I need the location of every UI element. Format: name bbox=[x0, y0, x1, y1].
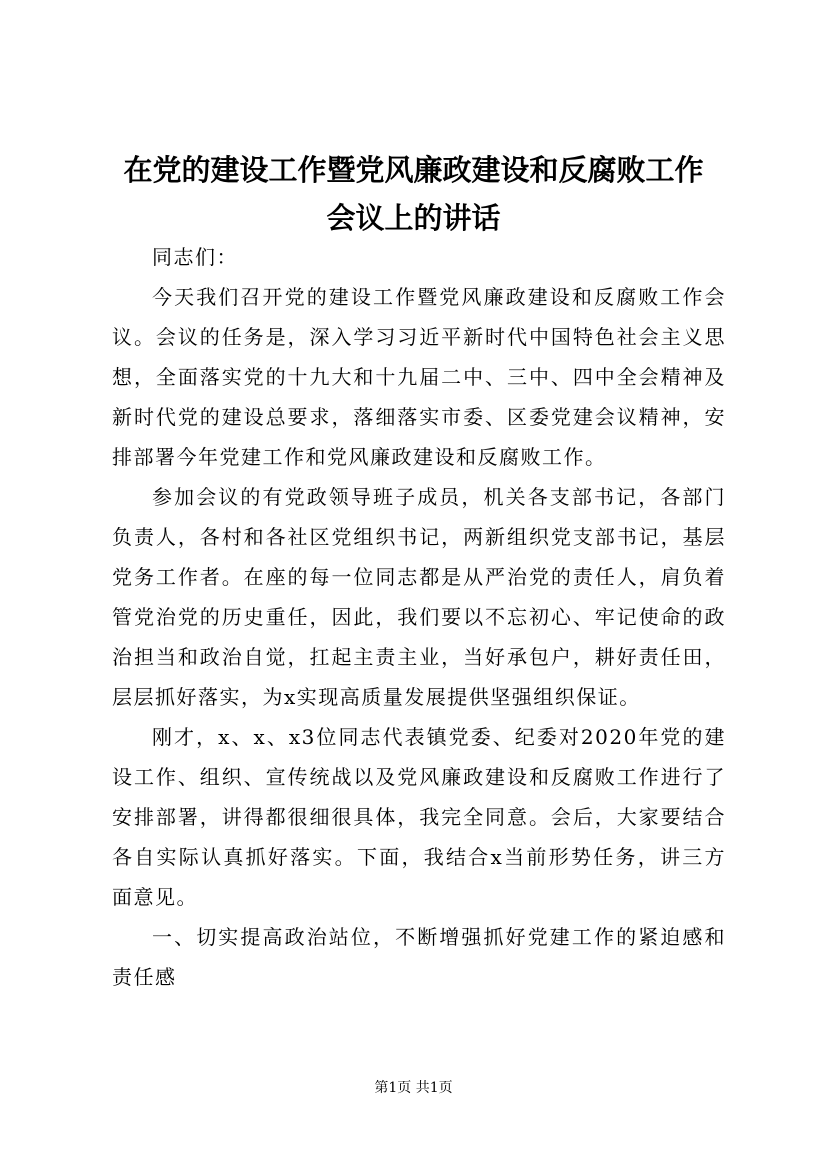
document-body bbox=[112, 237, 726, 997]
paragraph-1: 今天我们召开党的建设工作暨党风廉政建设和反腐败工作会议。会议的任务是，深入学习习近平新时代中国特色社会主义思想，全面落实党的十九大和十九届二中、三中、四中全会精神及新时代党的建设总要求，落细落实市委、区委党建会议精神，安排部署今年党建工作和党风廉政建设和反腐败工作。 bbox=[112, 285, 726, 469]
page-footer bbox=[0, 1078, 827, 1098]
paragraph-3: 刚才，x、x、x3位同志代表镇党委、纪委对2020年党的建设工作、组织、宣传统战以及党风廉政建设和反腐败工作进行了安排部署，讲得都很细很具体，我完全同意。会后，大家要结合各自实际认真抓好落实。下面，我结合x当前形势任务，讲三方面意见。 bbox=[112, 725, 726, 909]
section-heading-1: 一、切实提高政治站位，不断增强抓好党建工作的紧迫感和责任感 bbox=[112, 925, 726, 989]
page-number-label: 第1页 共1页 bbox=[374, 1080, 453, 1096]
paragraph-2: 参加会议的有党政领导班子成员，机关各支部书记，各部门负责人，各村和各社区党组织书记，两新组织党支部书记，基层党务工作者。在座的每一位同志都是从严治党的责任人，肩负着管党治党的历史重任，因此，我们要以不忘初心、牢记使命的政治担当和政治自觉，扛起主责主业，当好承包户，耕好责任田，层层抓好落实，为x实现高质量发展提供坚强组织保证。 bbox=[112, 485, 726, 709]
title-line-1: 在党的建设工作暨党风廉政建设和反腐败工作 bbox=[123, 153, 704, 187]
document-title bbox=[60, 146, 767, 242]
title-line-2: 会议上的讲话 bbox=[326, 201, 501, 235]
salutation: 同志们： bbox=[152, 245, 238, 269]
